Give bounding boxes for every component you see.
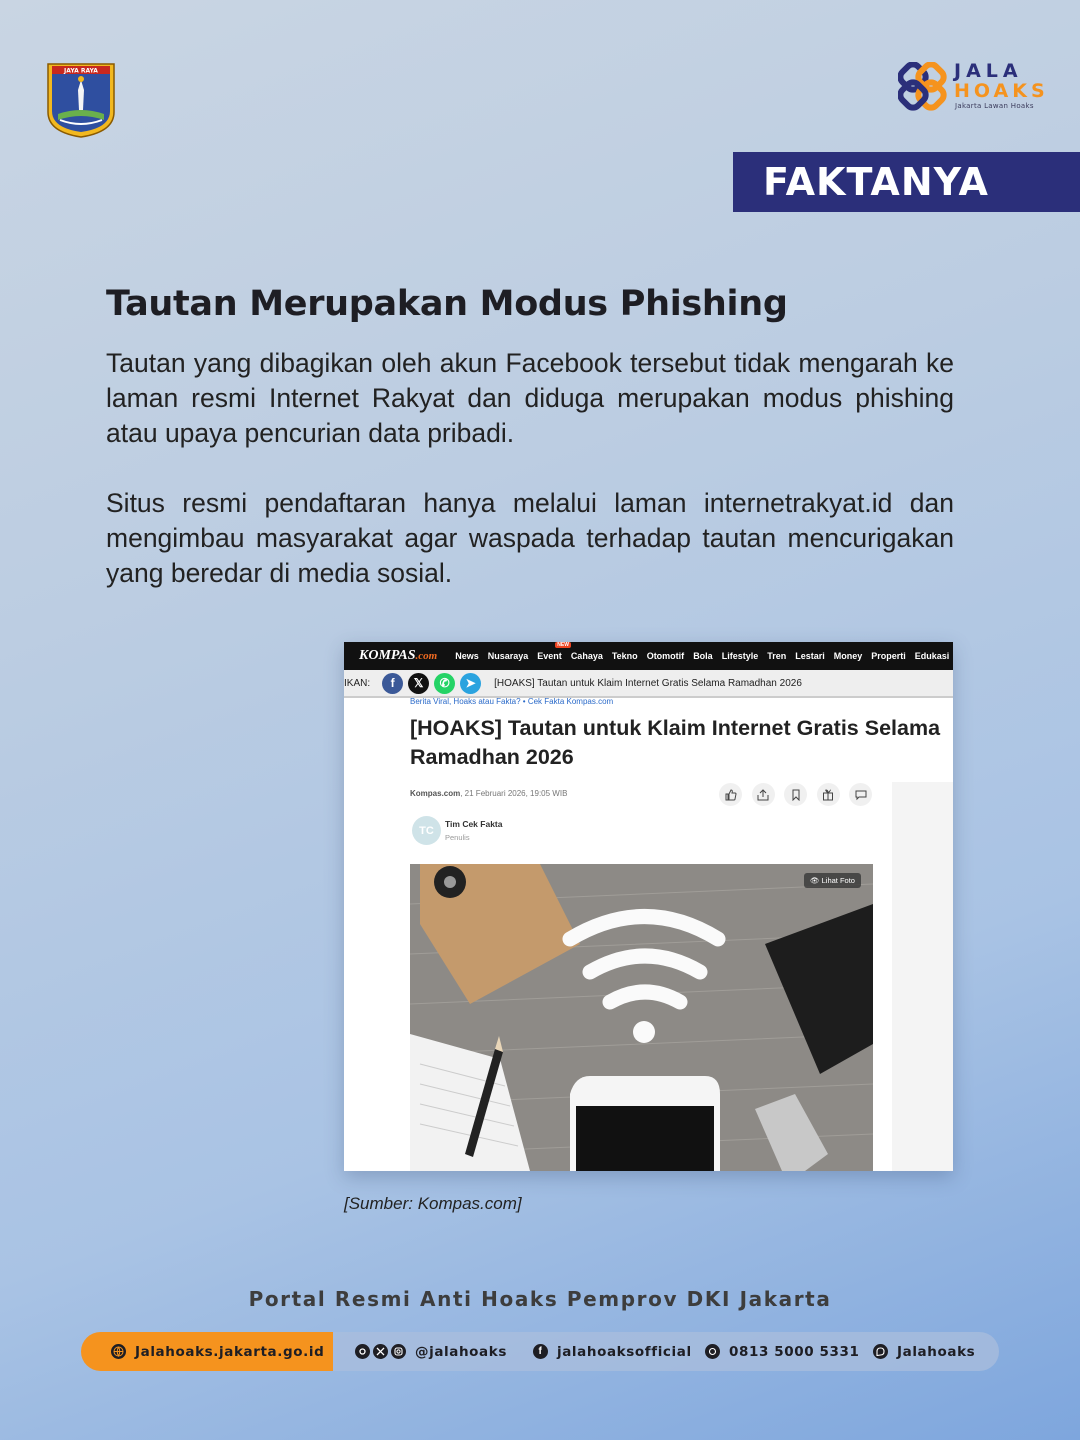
article-toolbar [719, 783, 882, 806]
website-link[interactable] [81, 1332, 333, 1371]
telegram-icon[interactable]: ➤ [460, 673, 481, 694]
source-site: Kompas.com [410, 789, 461, 798]
paragraph-1: Tautan yang dibagikan oleh akun Facebook tersebut tidak mengarah ke laman resmi Internet Rakyat dan diduga merupakan modus phishing atau upaya pencurian data pribadi. [106, 348, 954, 448]
dki-jakarta-emblem [46, 62, 116, 138]
jalahoaks-logo [898, 60, 1048, 116]
nav-item-lifestyle[interactable]: Lifestyle [721, 651, 759, 661]
whatsapp-text: 0813 5000 5331 [729, 1343, 860, 1360]
gift-icon [822, 789, 834, 801]
brand-word-jala: JALA [954, 60, 1023, 82]
author-avatar[interactable]: TC [412, 816, 441, 845]
nav-item-event[interactable]: Event NEW [537, 642, 569, 661]
share-label: IKAN: [344, 677, 371, 689]
comment-button[interactable] [849, 783, 872, 806]
brand-word-hoaks: HOAKS [954, 80, 1049, 102]
bookmark-button[interactable] [784, 783, 807, 806]
social-handle-text: @jalahoaks [415, 1343, 507, 1360]
article-headline: [HOAKS] Tautan untuk Klaim Internet Gratis Selama Ramadhan 2026 [410, 716, 941, 769]
bookmark-icon [790, 789, 802, 801]
nav-item-tren[interactable]: Tren [767, 651, 787, 661]
nav-item-tekno[interactable]: Tekno [611, 651, 638, 661]
thumbs-up-icon [725, 789, 737, 801]
author-name[interactable]: Tim Cek Fakta [445, 819, 503, 829]
article-date: , 21 Februari 2026, 19:05 WIB [460, 789, 568, 798]
footer-bar [81, 1332, 999, 1371]
kompas-article-screenshot [344, 642, 953, 1171]
chat-text: Jalahoaks [897, 1343, 976, 1360]
chat-link[interactable] [873, 1332, 975, 1371]
facebook-icon[interactable]: f [382, 673, 403, 694]
author-role: Penulis [445, 833, 470, 842]
x-icon[interactable]: 𝕏 [408, 673, 429, 694]
facebook-text: jalahoaksofficial [557, 1343, 692, 1360]
nav-item-otomotif[interactable]: Otomotif [646, 651, 685, 661]
social-handle-link[interactable] [355, 1332, 507, 1371]
nav-item-cahaya[interactable]: Cahaya [570, 651, 603, 661]
share-bar-title: [HOAKS] Tautan untuk Klaim Internet Gratis Selama Ramadhan 2026 [494, 677, 802, 689]
nav-item-properti[interactable]: Properti [871, 651, 906, 661]
article-meta [410, 789, 567, 798]
nav-item-edukasi[interactable]: Edukasi [914, 651, 950, 661]
instagram-icon [391, 1344, 406, 1359]
share-bar [344, 670, 953, 698]
nav-item-news[interactable]: News [455, 651, 479, 661]
kompas-navbar [344, 642, 953, 670]
nav-item-nusaraya[interactable]: Nusaraya [487, 651, 529, 661]
comment-icon [855, 789, 867, 801]
share-button[interactable] [752, 783, 775, 806]
source-caption: [Sumber: Kompas.com] [344, 1194, 522, 1213]
nav-item-money[interactable]: Money [833, 651, 863, 661]
facebook-link[interactable] [533, 1332, 692, 1371]
website-text: Jalahoaks.jakarta.go.id [135, 1343, 325, 1360]
globe-icon [111, 1344, 126, 1359]
paragraph-2: Situs resmi pendaftaran hanya melalui laman internetrakyat.id dan mengimbau masyarakat agar waspada terhadap tautan mencurigakan yang beredar di media sosial. [106, 488, 954, 588]
share-icon [757, 789, 769, 801]
like-button[interactable] [719, 783, 742, 806]
whatsapp-icon [705, 1344, 720, 1359]
new-badge: NEW [557, 642, 569, 648]
brand-tagline: Jakarta Lawan Hoaks [955, 102, 1034, 110]
sidebar-panel [892, 782, 953, 1171]
portal-tagline: Portal Resmi Anti Hoaks Pemprov DKI Jakarta [248, 1287, 832, 1311]
kompas-logo: KOMPAS.com [359, 648, 438, 663]
page-title: Tautan Merupakan Modus Phishing [106, 284, 788, 324]
nav-item-bola[interactable]: Bola [693, 651, 713, 661]
svg-text:JAYA RAYA: JAYA RAYA [64, 67, 98, 75]
chain-link-icon [898, 62, 948, 112]
gift-button[interactable] [817, 783, 840, 806]
view-photo-button[interactable]: 👁 Lihat Foto [804, 873, 861, 888]
nav-item-lestari[interactable]: Lestari [795, 651, 825, 661]
whatsapp-icon[interactable]: ✆ [434, 673, 455, 694]
whatsapp-link[interactable] [705, 1332, 860, 1371]
threads-icon [355, 1344, 370, 1359]
facebook-icon: f [533, 1344, 548, 1359]
x-icon [373, 1344, 388, 1359]
chat-icon [873, 1344, 888, 1359]
breadcrumb[interactable]: Berita Viral, Hoaks atau Fakta? • Cek Fakta Kompas.com [410, 697, 614, 706]
faktanya-badge: FAKTANYA [733, 152, 1080, 212]
wifi-photo[interactable] [410, 864, 873, 1171]
